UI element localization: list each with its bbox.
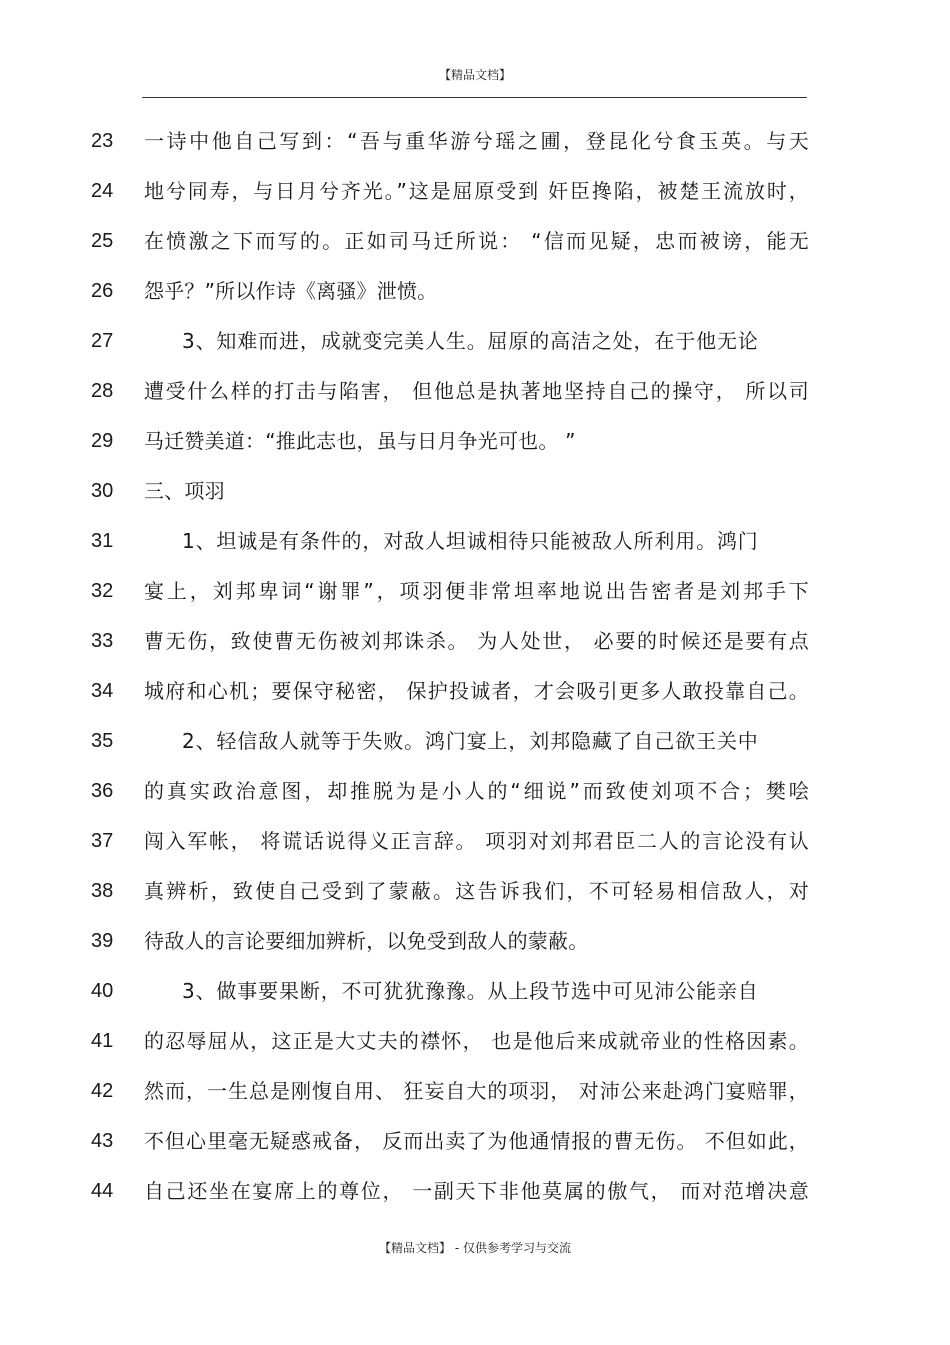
- page-footer: 【精品文档】 - 仅供参考学习与交流: [379, 1241, 571, 1255]
- text-line: [0, 1066, 950, 1116]
- line-number: 28: [91, 380, 114, 402]
- text-line: [0, 516, 950, 566]
- line-text: 曹无伤，致使曹无伤被刘邦诛杀。 为人处世， 必要的时候还是要有点: [144, 629, 809, 653]
- line-text: 待敌人的言论要细加辨析，以免受到敌人的蒙蔽。: [144, 929, 589, 953]
- line-text: 宴上，刘邦卑词“谢罪”，项羽便非常坦率地说出告密者是刘邦手下: [144, 579, 809, 603]
- text-line: [0, 816, 950, 866]
- line-text: 1、坦诚是有条件的，对敌人坦诚相待只能被敌人所利用。鸿门: [182, 529, 758, 553]
- line-number: 42: [91, 1080, 114, 1102]
- text-line: [0, 966, 950, 1016]
- line-text: 不但心里毫无疑惑戒备， 反而出卖了为他通情报的曹无伤。 不但如此，: [144, 1129, 809, 1153]
- line-text: 的忍辱屈从，这正是大丈夫的襟怀， 也是他后来成就帝业的性格因素。: [144, 1029, 809, 1053]
- line-number: 29: [91, 430, 114, 452]
- line-text: 3、知难而进，成就变完美人生。屈原的高洁之处，在于他无论: [182, 329, 758, 353]
- text-line: [0, 866, 950, 916]
- line-text: 在愤激之下而写的。正如司马迁所说： “信而见疑，忠而被谤，能无: [144, 229, 809, 253]
- line-text: 地兮同寿，与日月兮齐光。”这是屈原受到 奸臣搀陷，被楚王流放时，: [144, 179, 809, 203]
- text-line: [0, 116, 950, 166]
- line-text: 城府和心机；要保守秘密， 保护投诚者，才会吸引更多人敢投靠自己。: [144, 679, 809, 703]
- line-number: 36: [91, 780, 114, 802]
- line-text: 自己还坐在宴席上的尊位， 一副天下非他莫属的傲气， 而对范增决意: [144, 1179, 809, 1203]
- line-number: 27: [91, 330, 114, 352]
- section-heading: 三、项羽: [144, 479, 225, 503]
- line-number: 44: [91, 1180, 114, 1202]
- text-line: [0, 266, 950, 316]
- line-number: 23: [91, 130, 114, 152]
- text-line: [0, 566, 950, 616]
- line-number: 25: [91, 230, 114, 252]
- line-text: 闯入军帐， 将谎话说得义正言辞。 项羽对刘邦君臣二人的言论没有认: [144, 829, 809, 853]
- text-line: [0, 1116, 950, 1166]
- line-text: 遭受什么样的打击与陷害， 但他总是执著地坚持自己的操守， 所以司: [144, 379, 809, 403]
- text-line: [0, 916, 950, 966]
- line-number: 34: [91, 680, 114, 702]
- line-number: 32: [91, 580, 114, 602]
- line-text: 2、轻信敌人就等于失败。鸿门宴上，刘邦隐藏了自己欲王关中: [182, 729, 758, 753]
- text-line: [0, 416, 950, 466]
- line-text: 马迁赞美道：“推此志也，虽与日月争光可也。 ”: [144, 429, 576, 453]
- line-text: 一诗中他自己写到：“吾与重华游兮瑶之圃，登昆化兮食玉英。与天: [144, 129, 809, 153]
- line-number: 39: [91, 930, 114, 952]
- text-line: [0, 166, 950, 216]
- line-number: 43: [91, 1130, 114, 1152]
- line-text: 真辨析，致使自己受到了蒙蔽。这告诉我们，不可轻易相信敌人，对: [144, 879, 809, 903]
- text-line: [0, 316, 950, 366]
- line-number: 40: [91, 980, 114, 1002]
- text-line: [0, 616, 950, 666]
- text-line: [0, 466, 950, 516]
- line-text: 然而，一生总是刚愎自用、 狂妄自大的项羽， 对沛公来赴鸿门宴赔罪，: [144, 1079, 809, 1103]
- line-number: 24: [91, 180, 114, 202]
- line-number: 26: [91, 280, 114, 302]
- line-text: 的真实政治意图，却推脱为是小人的“细说”而致使刘项不合；樊哙: [144, 779, 809, 803]
- line-number: 35: [91, 730, 114, 752]
- line-number: 38: [91, 880, 114, 902]
- text-line: [0, 716, 950, 766]
- line-number: 37: [91, 830, 114, 852]
- line-number: 31: [91, 530, 114, 552]
- line-number: 30: [91, 480, 114, 502]
- document-body: [0, 116, 950, 1216]
- text-line: [0, 1016, 950, 1066]
- text-line: [0, 216, 950, 266]
- text-line: [0, 666, 950, 716]
- text-line: [0, 766, 950, 816]
- page-header: 【精品文档】: [438, 68, 511, 82]
- line-number: 41: [91, 1030, 114, 1052]
- header-divider: [142, 97, 807, 98]
- line-text: 3、做事要果断，不可犹犹豫豫。从上段节选中可见沛公能亲自: [182, 979, 758, 1003]
- text-line: [0, 1166, 950, 1216]
- line-number: 33: [91, 630, 114, 652]
- text-line: [0, 366, 950, 416]
- line-text: 怨乎？”所以作诗《离骚》泄愤。: [144, 279, 438, 303]
